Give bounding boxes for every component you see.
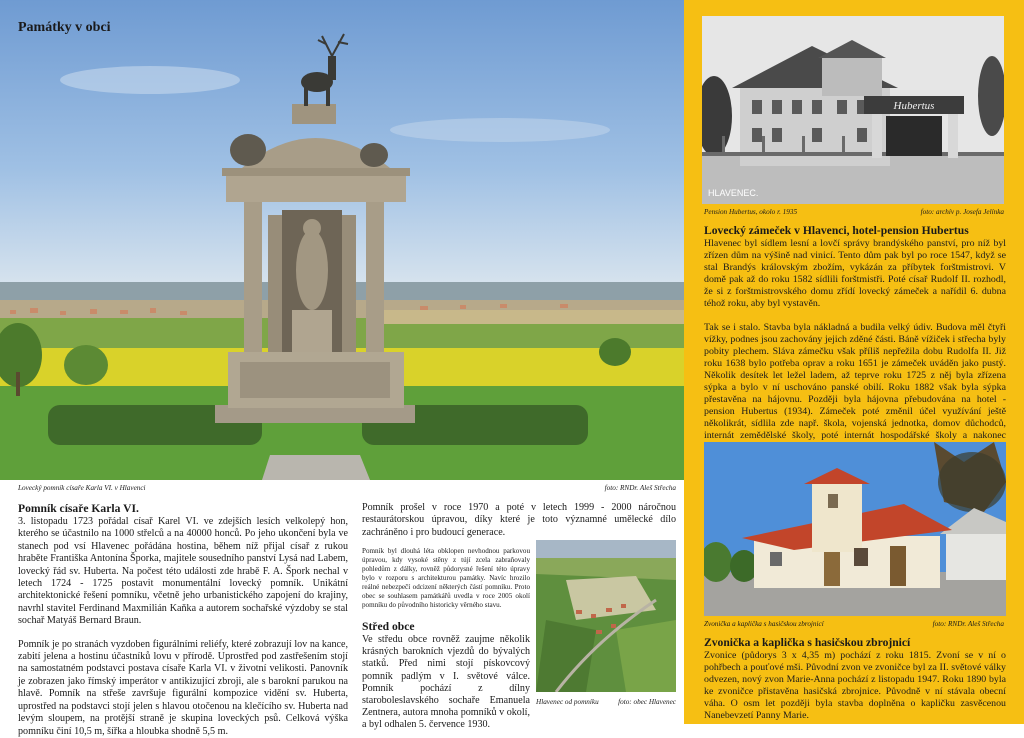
hubertus-photo-credit: foto: archív p. Josefa Jelínka — [920, 208, 1004, 216]
center-section-text: Ve středu obce rovněž zaujme několik krásných barokních vjezdů do bývalých statků. Před nimi stojí pískovcový pomník padlým v I. světové válce. Pomník pochází z dílny staroboleslavského sochaře Emanuela Zentnera, autora mnoha pomníků v okolí, a byl odhalen 5. července 1930. — [362, 634, 530, 731]
hubertus-paragraph-2: Tak se i stalo. Stavba byla nákladná a budila velký údiv. Budova měl čtyři vížky, podnes jsou zachovány jejich zděné části. Báně vížiček i střecha byly pobity plechem. Sláva zámečku však příliš nepřežila dobu Rudolfa II. Již roku 1638 bylo potřeba oprav a roku 1651 je zámeček uváděn jako pustý. Několik desítek let ležel ladem, až teprve roku 1725 z něj byla zřízena sýpka a bylo v ní uschováno panské obilí. Roku 1882 však byla sýpka přestavěna na hájovnu. Později byla hájovna přebudována na hotel - pension Hubertus (1934). Zámeček poté změnil účel využívání ještě několikrát, sídlila zde např. škola, vojenská jednotka, domov důchodců, internát zemědělské školy, poté internát hospodářské školy a nakonec — [704, 321, 1006, 442]
monument-section — [18, 502, 348, 738]
monument-photo-caption: Lovecký pomník císaře Karla VI. v Hlavenci — [18, 484, 146, 492]
hubertus-section-title: Lovecký zámeček v Hlavenci, hotel-pension Hubertus — [704, 224, 969, 237]
center-section-title: Střed obce — [362, 620, 415, 633]
park-paragraph: Pomník byl dlouhá léta obklopen nevhodnou parkovou úpravou, kdy vysoké stěny z tújí zcela zabraňovaly pohledům z dálky, rovněž půdorysné řešení této úpravy bylo v rozporu s architekturou památky. Navíc hrozilo reálné nebezpečí odcizení některých částí pomníku. Proto obec se souhlasem památkářů uvedla v roce 2005 okolí pomníku do původního historicky věrného stavu. — [362, 547, 530, 609]
restoration-paragraph: Pomník prošel v roce 1970 a poté v letech 1999 - 2000 náročnou restaurátorskou úpravou, díky které je toto významné umělecké dílo zachráněno i pro budoucí generace. — [362, 502, 676, 538]
hubertus-sign-text: Hubertus — [893, 100, 935, 112]
hubertus-section — [704, 224, 1006, 467]
monument-section-title: Pomník císaře Karla VI. — [18, 502, 139, 515]
hubertus-photo-caption: Pension Hubertus, okolo r. 1935 — [704, 208, 798, 216]
aerial-village-photo — [536, 540, 676, 692]
chapel-section-text: Zvonice (půdorys 3 x 4,35 m) pochází z roku 1815. Zvoní se v ní o pohřbech a pouťové mši. Původní zvon ve zvoničce byl za II. světové války odvezen, nový zvon Marie-Anna pochází z listopadu 1947. Roku 1890 byla ke zvoničce přistavěna hasičská zbrojnice. Původně v ní stávala obecní váha. O osm let později byla stavba doplněna o kapličku zasvěcenou Nanebevzetí Panny Marie. — [704, 650, 1006, 722]
monument-photo — [0, 0, 684, 480]
chapel-section — [704, 636, 1006, 723]
chapel-section-title: Zvonička a kaplička s hasičskou zbrojnicí — [704, 636, 911, 649]
monument-paragraph-1: 3. listopadu 1723 pořádal císař Karel VI. ve zdejších lesích velkolepý hon, kterého se účastnilo na 1000 střelců a na 40000 honců. Po jeho ukončení byla ve stanech pod vsí Hlavenec pořádána hostina, během níž přijal císař z rukou hraběte Františka Antonína Šporka, majitele sousedního panství Lysá nad Labem, lovecký řád sv. Huberta. Na počest této události zde hrabě F. A. Špork nechal v letech 1724 - 1725 postavit monumentální lovecký pomník. Unikátní architektonické řešení pomníku, včetně jeho urbanistického zapojení do krajiny, navrhl stavitel Ferdinand Maxmilián Kaňka a autorem sochařské výzdoby se stal sochař Matyáš Bernard Braun. — [18, 516, 348, 627]
chapel-photo — [704, 442, 1006, 616]
monument-paragraph-2: Pomník je po stranách vyzdoben figurálními reliéfy, které zobrazují lov na kance, zabití jelena a hostinu účastníků lovu v přírodě. Uprostřed pod zastřešením stojí na samostatném podstavci postava císaře Karla VI. v životní velikosti. Panovník je zobrazen jako římský imperátor v antikizující zbroji, ale s barokní parukou na hlavě. Pomník na střeše završuje figurální kompozice vidění sv. Huberta, uprostřed na podstavci stojí jelen s hlavou otočenou na klečícího sv. Huberta nad levým sloupem, na protější straně je skupina loveckých psů. Celková výška pomníku činí 10,5 m, šířka a hloubka shodně 5,5 m. — [18, 638, 348, 737]
chapel-photo-caption: Zvonička a kaplička s hasičskou zbrojnicí — [704, 620, 824, 628]
hubertus-photo — [702, 16, 1004, 204]
chapel-photo-credit: foto: RNDr. Aleš Střecha — [932, 620, 1004, 628]
aerial-photo-caption: Hlavenec od pomníku — [536, 698, 599, 706]
monument-photo-credit: foto: RNDr. Aleš Střecha — [604, 484, 676, 492]
hubertus-paragraph-1: Hlavenec byl sídlem lesní a lovčí správy brandýského panství, pro níž byl zřízen dům na výšině nad vinicí. Tento dům pak byl po roce 1547, když se stal Brandýs královským zbožím, vykázán za příbytek forštmistrovi. V domě pak až do roku 1582 sídlili forštmistři. Poté císař Rudolf II. rozhodl, že si z forštmistrovského domu zřídí lovecký zámeček a nařídil 6. dubna téhož roku, aby byl vystavěn. — [704, 238, 1006, 310]
hubertus-photo-label: HLAVENEC. — [708, 188, 759, 198]
monument-illustration — [0, 0, 684, 480]
page-title: Památky v obci — [18, 20, 111, 35]
center-section — [362, 620, 530, 732]
aerial-photo-credit: foto: obec Hlavenec — [618, 698, 676, 706]
